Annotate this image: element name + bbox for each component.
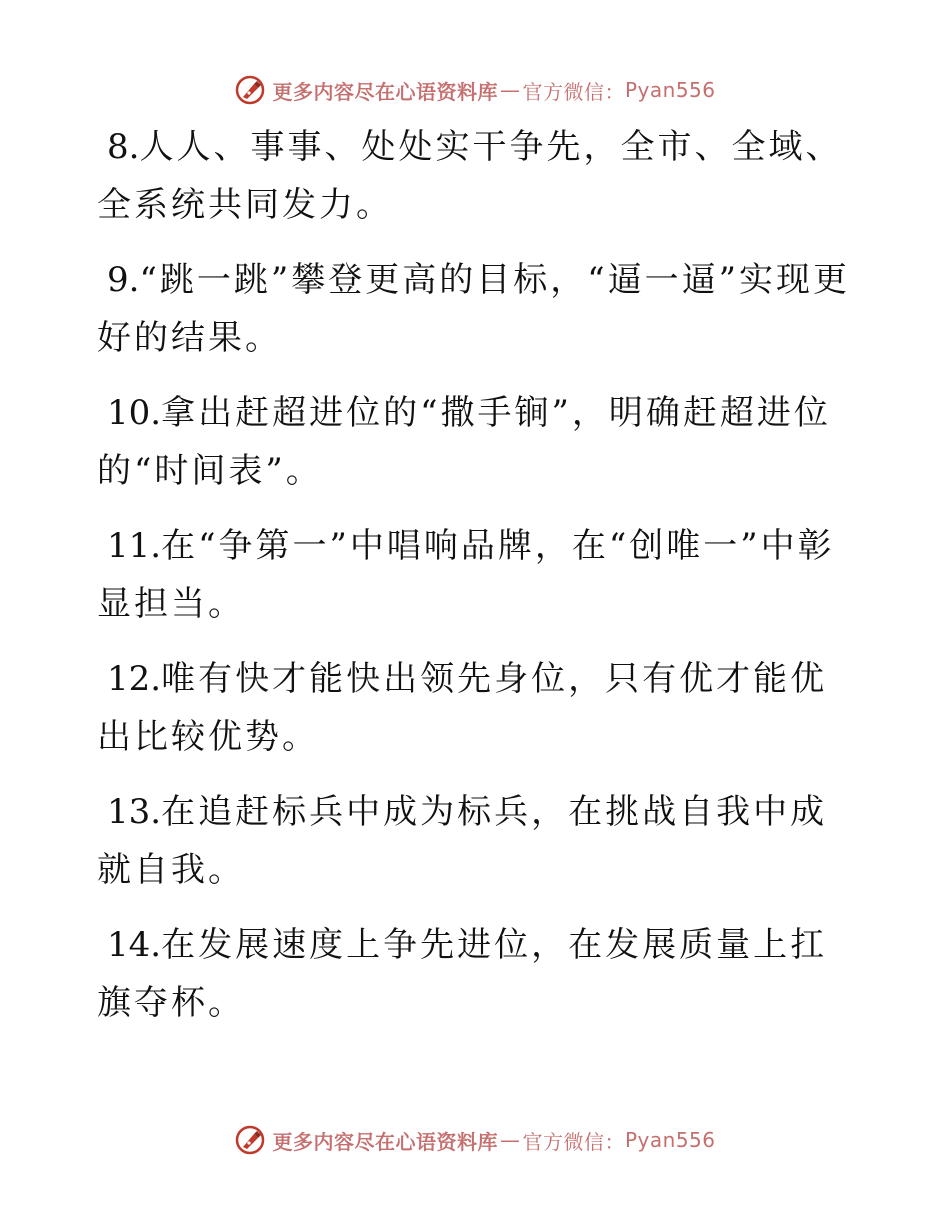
item-number: 13. xyxy=(107,792,162,832)
banner-wechat-id: Pyan556 xyxy=(624,1128,716,1152)
list-item xyxy=(97,783,857,899)
list-item xyxy=(97,650,857,766)
document-body xyxy=(97,118,857,1049)
banner-dash: — xyxy=(499,1128,521,1152)
header-banner xyxy=(0,70,950,110)
banner-main-text: 更多内容尽在心语资料库 xyxy=(272,79,498,104)
item-text: 在“争第一”中唱响品牌，在“创唯一”中彰显担当。 xyxy=(97,526,835,624)
item-number: 14. xyxy=(107,925,162,965)
list-item xyxy=(97,916,857,1032)
item-text: 在追赶标兵中成为标兵，在挑战自我中成就自我。 xyxy=(97,792,828,890)
item-text: 拿出赶超进位的“撒手锏”，明确赶超进位的“时间表”。 xyxy=(97,393,831,491)
list-item xyxy=(97,118,857,234)
banner-wechat-label: 官方微信： xyxy=(522,1129,625,1154)
banner-wechat-label: 官方微信： xyxy=(522,79,625,104)
item-text: 在发展速度上争先进位，在发展质量上扛旗夺杯。 xyxy=(97,925,828,1023)
item-number: 9. xyxy=(107,260,140,300)
item-text: “跳一跳”攀登更高的目标，“逼一逼”实现更好的结果。 xyxy=(97,260,850,358)
pen-nib-logo-icon xyxy=(234,74,266,106)
pen-nib-logo-icon xyxy=(234,1124,266,1156)
item-text: 唯有快才能快出领先身位，只有优才能优出比较优势。 xyxy=(97,659,828,757)
item-number: 8. xyxy=(107,127,140,167)
item-text: 人人、事事、处处实干争先，全市、全域、全系统共同发力。 xyxy=(97,127,843,225)
item-number: 11. xyxy=(107,526,162,566)
banner-wechat-id: Pyan556 xyxy=(624,78,716,102)
banner-dash: — xyxy=(499,78,521,102)
footer-banner xyxy=(0,1120,950,1160)
item-number: 12. xyxy=(107,659,162,699)
list-item xyxy=(97,384,857,500)
banner-main-text: 更多内容尽在心语资料库 xyxy=(272,1129,498,1154)
list-item xyxy=(97,517,857,633)
list-item xyxy=(97,251,857,367)
item-number: 10. xyxy=(107,393,162,433)
